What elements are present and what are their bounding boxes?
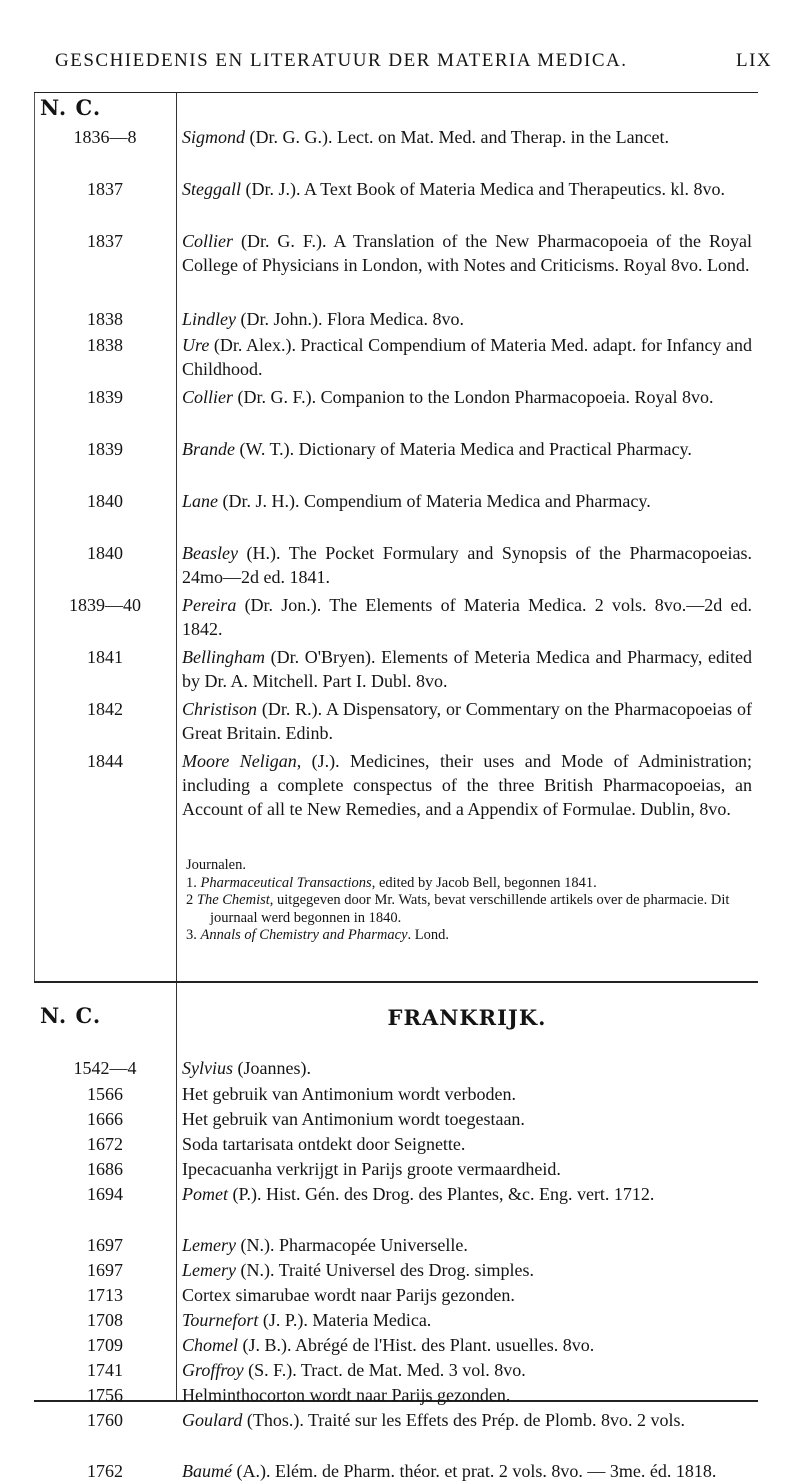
entry-body: (S. F.). Tract. de Mat. Med. 3 vol. 8vo. bbox=[243, 1360, 526, 1380]
entry-text bbox=[182, 177, 752, 201]
year: 1841 bbox=[87, 647, 123, 667]
author: Christison bbox=[182, 699, 258, 719]
year: 1844 bbox=[87, 751, 123, 771]
entry-text bbox=[182, 1283, 752, 1307]
journal-number: 3. bbox=[186, 927, 197, 943]
england-table bbox=[34, 92, 758, 982]
author: Sylvius bbox=[182, 1058, 233, 1078]
year: 1566 bbox=[87, 1084, 123, 1104]
entry-body: (Thos.). Traité sur les Effets des Prép. de Plomb. 8vo. 2 vols. bbox=[242, 1410, 685, 1430]
entry-text bbox=[182, 541, 752, 589]
entry-text bbox=[182, 697, 752, 745]
author: Pereira bbox=[182, 595, 237, 615]
year: 1741 bbox=[87, 1360, 123, 1380]
year: 1697 bbox=[87, 1235, 123, 1255]
entry-body: (P.). Hist. Gén. des Drog. des Plantes, &c. Eng. vert. 1712. bbox=[227, 1184, 655, 1204]
year: 1840 bbox=[87, 543, 123, 563]
entry-body: Het gebruik van Antimonium wordt verboden. bbox=[182, 1084, 516, 1104]
entry-text bbox=[182, 1056, 752, 1080]
author: Baumé bbox=[182, 1461, 232, 1481]
author: Lemery bbox=[182, 1235, 236, 1255]
section-title: FRANKRIJK. bbox=[387, 1005, 547, 1030]
entry-body: (Dr. J. H.). Compendium of Materia Medica and Pharmacy. bbox=[218, 491, 651, 511]
entry-body: (Dr. J.). A Text Book of Materia Medica and Therapeutics. kl. 8vo. bbox=[241, 179, 725, 199]
entry-body: (J. P.). Materia Medica. bbox=[258, 1310, 432, 1330]
entry-text bbox=[182, 1082, 752, 1106]
journal-number: 2 bbox=[186, 892, 194, 908]
author: Lindley bbox=[182, 309, 236, 329]
column-head: N. C. bbox=[40, 1003, 102, 1028]
left-rule bbox=[34, 93, 35, 981]
journal-item bbox=[184, 892, 749, 927]
entry-body: (Joannes). bbox=[233, 1058, 311, 1078]
entry-text bbox=[182, 1333, 752, 1357]
journal-item bbox=[184, 927, 749, 945]
entry-text bbox=[182, 229, 752, 277]
entry-text bbox=[182, 385, 752, 409]
year: 1697 bbox=[87, 1260, 123, 1280]
author: Moore Neligan bbox=[182, 751, 297, 771]
author: Groffroy bbox=[182, 1360, 244, 1380]
entry-body: (Dr. Alex.). Practical Compendium of Materia Med. adapt. for Infancy and Childhood. bbox=[182, 335, 752, 379]
year: 1838 bbox=[87, 335, 123, 355]
year: 1756 bbox=[87, 1385, 123, 1405]
year: 1694 bbox=[87, 1184, 123, 1204]
entry-body: (A.). Elém. de Pharm. théor. et prat. 2 vols. 8vo. — 3me. éd. 1818. bbox=[231, 1461, 717, 1481]
journals-title: Journalen. bbox=[186, 857, 246, 873]
column-divider bbox=[176, 983, 177, 1400]
author: Bellingham bbox=[182, 647, 265, 667]
author: Pomet bbox=[182, 1184, 228, 1204]
year: 1837 bbox=[87, 179, 123, 199]
entry-text bbox=[182, 489, 752, 513]
entry-text bbox=[182, 645, 752, 693]
entry-body: Helminthocorton wordt naar Parijs gezonden. bbox=[182, 1385, 511, 1405]
year: 1708 bbox=[87, 1310, 123, 1330]
author: Goulard bbox=[182, 1410, 243, 1430]
column-head: N. C. bbox=[40, 95, 102, 120]
author: Brande bbox=[182, 439, 235, 459]
year: 1837 bbox=[87, 231, 123, 251]
entry-body: (J. B.). Abrégé de l'Hist. des Plant. usuelles. 8vo. bbox=[238, 1335, 595, 1355]
year: 1709 bbox=[87, 1335, 123, 1355]
author: Beasley bbox=[182, 543, 238, 563]
column-divider bbox=[176, 93, 177, 981]
entry-text bbox=[182, 1358, 752, 1382]
year: 1842 bbox=[87, 699, 123, 719]
journal-item bbox=[184, 875, 749, 893]
entry-body: (Dr. O'Bryen). Elements of Meteria Medica and Pharmacy, edited by Dr. A. Mitchell. Part I. Dubl. 8vo. bbox=[182, 647, 752, 691]
running-title: GESCHIEDENIS EN LITERATUUR DER MATERIA MEDICA. bbox=[55, 50, 628, 71]
entry-body: Cortex simarubae wordt naar Parijs gezonden. bbox=[182, 1285, 515, 1305]
entry-text bbox=[182, 593, 752, 641]
year: 1839 bbox=[87, 387, 123, 407]
year: 1666 bbox=[87, 1109, 123, 1129]
entry-text bbox=[182, 1408, 752, 1432]
entry-text bbox=[182, 1182, 752, 1206]
entry-text bbox=[182, 1258, 752, 1282]
entry-text bbox=[182, 749, 752, 821]
journal-title: Pharmaceutical Transactions bbox=[200, 874, 372, 891]
entry-body: (Dr. G. F.). Companion to the London Pharmacopoeia. Royal 8vo. bbox=[233, 387, 714, 407]
year: 1838 bbox=[87, 309, 123, 329]
author: Sigmond bbox=[182, 127, 245, 147]
entry-text bbox=[182, 1157, 752, 1181]
journals-note bbox=[184, 857, 749, 945]
entry-body: Soda tartarisata ontdekt door Seignette. bbox=[182, 1134, 466, 1154]
journal-number: 1. bbox=[186, 874, 197, 891]
entry-text bbox=[182, 1308, 752, 1332]
year: 1762 bbox=[87, 1461, 123, 1481]
entry-text bbox=[182, 333, 752, 381]
year: 1672 bbox=[87, 1134, 123, 1154]
entry-text bbox=[182, 1459, 752, 1483]
journal-text: , uitgegeven door Mr. Wats, bevat verschillende artikels over de pharmacie. Dit journaal werd begonnen in 1840. bbox=[210, 892, 730, 926]
entry-body: (N.). Pharmacopée Universelle. bbox=[235, 1235, 468, 1255]
year: 1839 bbox=[87, 439, 123, 459]
author: Collier bbox=[182, 231, 234, 251]
entry-body: Ipecacuanha verkrijgt in Parijs groote vermaardheid. bbox=[182, 1159, 561, 1179]
entry-body: (Dr. G. G.). Lect. on Mat. Med. and Therap. in the Lancet. bbox=[245, 127, 670, 147]
france-table bbox=[34, 982, 758, 1481]
entry-body: , (J.). Medicines, their uses and Mode of Administration; including a complete conspectus of the three British Pharmacopoeias, an Account of all te New Remedies, and a Appendix of Formulae. Dublin, 8vo. bbox=[182, 751, 752, 819]
page-number: LIX bbox=[736, 50, 773, 71]
author: Lane bbox=[182, 491, 218, 511]
author: Lemery bbox=[182, 1260, 236, 1280]
journal-text: , edited by Jacob Bell, begonnen 1841. bbox=[371, 874, 597, 891]
journal-text: . Lond. bbox=[407, 927, 449, 943]
year: 1713 bbox=[87, 1285, 123, 1305]
entry-body: (Dr. G. F.). A Translation of the New Pharmacopoeia of the Royal College of Physicians in London, with Notes and Criticisms. Royal 8vo. Lond. bbox=[182, 231, 752, 275]
entry-text bbox=[182, 1107, 752, 1131]
year: 1760 bbox=[87, 1410, 123, 1430]
year: 1542—4 bbox=[73, 1058, 137, 1078]
entry-body: (W. T.). Dictionary of Materia Medica and Practical Pharmacy. bbox=[235, 439, 692, 459]
year: 1839—40 bbox=[69, 595, 141, 615]
author: Ure bbox=[182, 335, 210, 355]
entry-body: (Dr. Jon.). The Elements of Materia Medica. 2 vols. 8vo.—2d ed. 1842. bbox=[182, 595, 752, 639]
journal-title: The Chemist bbox=[196, 892, 270, 908]
author: Chomel bbox=[182, 1335, 238, 1355]
entry-body: Het gebruik van Antimonium wordt toegestaan. bbox=[182, 1109, 525, 1129]
author: Collier bbox=[182, 387, 234, 407]
entry-text bbox=[182, 437, 752, 461]
entry-body: (H.). The Pocket Formulary and Synopsis of the Pharmacopoeias. 24mo—2d ed. 1841. bbox=[182, 543, 752, 587]
journal-title: Annals of Chemistry and Pharmacy bbox=[200, 927, 408, 943]
author: Steggall bbox=[182, 179, 241, 199]
running-header bbox=[0, 50, 800, 80]
entry-text bbox=[182, 1132, 752, 1156]
entry-body: (Dr. John.). Flora Medica. 8vo. bbox=[236, 309, 464, 329]
entry-body: (N.). Traité Universel des Drog. simples. bbox=[235, 1260, 534, 1280]
author: Tournefort bbox=[182, 1310, 259, 1330]
year: 1836—8 bbox=[73, 127, 137, 147]
entry-body: (Dr. R.). A Dispensatory, or Commentary on the Pharmacopoeias of Great Britain. Edinb. bbox=[182, 699, 752, 743]
year: 1686 bbox=[87, 1159, 123, 1179]
year: 1840 bbox=[87, 491, 123, 511]
entry-text bbox=[182, 307, 752, 331]
entry-text bbox=[182, 125, 752, 149]
entry-text bbox=[182, 1383, 752, 1407]
entry-text bbox=[182, 1233, 752, 1257]
